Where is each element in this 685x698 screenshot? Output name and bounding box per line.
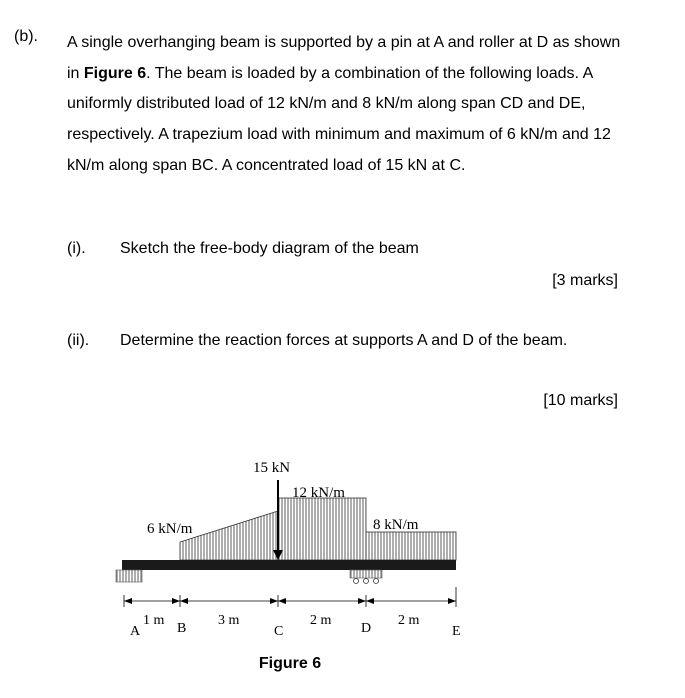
part-i-label: (i). xyxy=(67,240,86,257)
part-i-marks: [3 marks] xyxy=(552,272,618,289)
pin-support-a xyxy=(116,570,142,582)
span-bc-label: 3 m xyxy=(218,613,240,628)
point-a-label: A xyxy=(130,624,141,639)
roller-support-d xyxy=(350,570,382,578)
roller-wheel xyxy=(374,579,379,584)
roller-wheel xyxy=(354,579,359,584)
udl-12-label: 12 kN/m xyxy=(292,485,345,501)
span-cd-label: 2 m xyxy=(310,613,332,628)
dimension-arrow xyxy=(448,598,456,604)
dimension-arrow xyxy=(124,598,132,604)
point-e-label: E xyxy=(452,624,461,639)
udl-8-label: 8 kN/m xyxy=(373,517,419,533)
span-ab-label: 1 m xyxy=(143,613,165,628)
dimension-arrow xyxy=(172,598,180,604)
figure-caption: Figure 6 xyxy=(258,655,322,672)
span-de-label: 2 m xyxy=(398,613,420,628)
dimension-arrow xyxy=(358,598,366,604)
question-text-2: . The beam is loaded by a combination of the following loads. A uniformly distributed load of 12 kN/m and 8 kN/m along span CD and DE, respectively. A trapezium load with minimum and maximum of 6 kN/m and 12 kN/m along span BC. A concentrated load of 15 kN at C. xyxy=(67,64,611,174)
question-text-1: A single overhanging beam is supported by a pin at A and roller at D as shown in xyxy=(67,34,621,82)
point-c-label: C xyxy=(274,624,284,639)
figure-reference: Figure 6 xyxy=(83,64,147,82)
question-paragraph xyxy=(67,28,627,182)
dimension-arrow xyxy=(366,598,374,604)
dimension-arrow xyxy=(270,598,278,604)
point-load-label: 15 kN xyxy=(253,460,291,476)
udl-12-load xyxy=(278,498,366,560)
question-label: (b). xyxy=(14,28,38,45)
point-d-label: D xyxy=(361,621,372,636)
point-b-label: B xyxy=(177,621,187,636)
part-ii-label: (ii). xyxy=(67,332,90,349)
udl-8-load xyxy=(366,532,456,560)
dimension-arrow xyxy=(278,598,286,604)
dimension-arrow xyxy=(180,598,188,604)
part-ii-marks: [10 marks] xyxy=(543,392,618,409)
roller-wheel xyxy=(364,579,369,584)
beam-diagram xyxy=(110,450,480,650)
trap-min-label: 6 kN/m xyxy=(147,521,193,537)
part-ii-text: Determine the reaction forces at supports A and D of the beam. xyxy=(120,332,568,349)
trapezium-load xyxy=(180,511,278,560)
beam xyxy=(122,560,456,570)
part-i-text: Sketch the free-body diagram of the beam xyxy=(120,240,419,257)
